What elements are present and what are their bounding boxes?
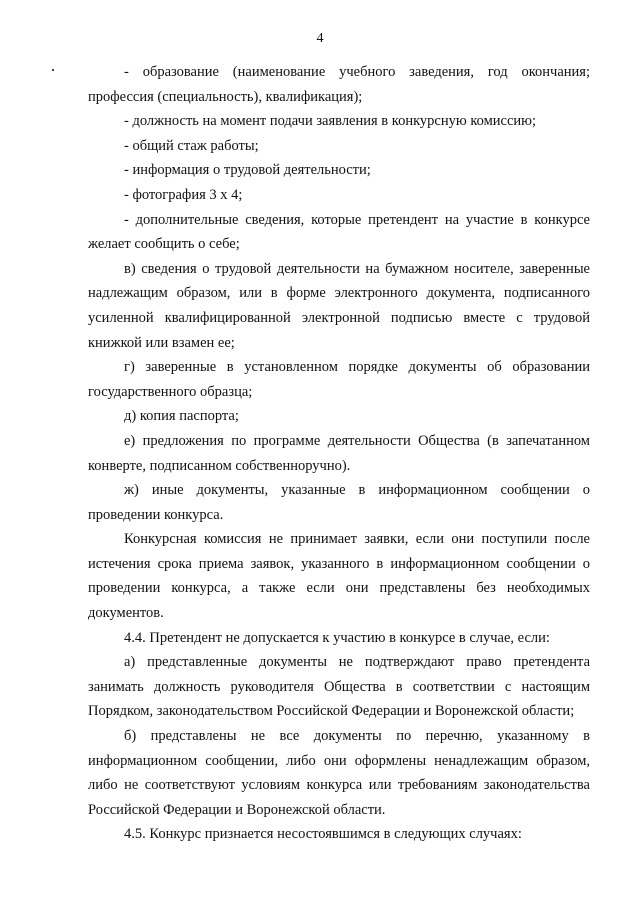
paragraph-item-g: г) заверенные в установленном порядке документы об образовании государственного образца;: [88, 359, 590, 400]
page-number: 4: [316, 31, 324, 46]
paragraph-item-e: е) предложения по программе деятельности Общества (в запечатанном конверте, подписанном собственноручно).: [88, 432, 590, 474]
paragraph-position: - должность на момент подачи заявления в конкурсную комиссию;: [124, 113, 537, 130]
paragraph-experience: - общий стаж работы;: [124, 137, 259, 154]
paragraph-item-b: б) представлены не все документы по перечню, указанному в информационном сообщении, либо они оформлены ненадлежащим образом, либо не соответствуют условиям конкурса или требованиям законодательства Российской Федерации и Воронежской области.: [88, 728, 590, 818]
paragraph-item-a: а) представленные документы не подтверждают право претендента занимать должность руководителя Общества в соответствии с настоящим Порядком, законодательством Российской Федерации и Воронежской области;: [88, 654, 590, 720]
paragraph-4-4: 4.4. Претендент не допускается к участию в конкурсе в случае, если:: [124, 629, 550, 646]
paragraph-4-5: 4.5. Конкурс признается несостоявшимся в следующих случаях:: [124, 826, 522, 843]
paragraph-item-d: д) копия паспорта;: [124, 408, 239, 425]
document-body: [88, 60, 590, 847]
paragraph-additional-info: - дополнительные сведения, которые претендент на участие в конкурсе желает сообщить о себе;: [88, 211, 590, 253]
paragraph-education: - образование (наименование учебного заведения, год окончания; профессия (специальность), квалификация);: [88, 64, 590, 105]
paragraph-work-info: - информация о трудовой деятельности;: [124, 162, 371, 179]
paragraph-item-zh: ж) иные документы, указанные в информационном сообщении о проведении конкурса.: [88, 482, 590, 523]
paragraph-commission: Конкурсная комиссия не принимает заявки, если они поступили после истечения срока приема заявок, указанного в информационном сообщении о проведении конкурса, а также если они представлены без необходимых документов.: [88, 531, 590, 622]
paragraph-item-v: в) сведения о трудовой деятельности на бумажном носителе, заверенные надлежащим образом, или в форме электронного документа, подписанного усиленной квалифицированной электронной подписью вместе с трудовой книжкой или взамен ее;: [88, 260, 590, 351]
paragraph-photo: - фотография 3 х 4;: [124, 186, 243, 203]
scan-artifact-dot: [52, 69, 54, 71]
